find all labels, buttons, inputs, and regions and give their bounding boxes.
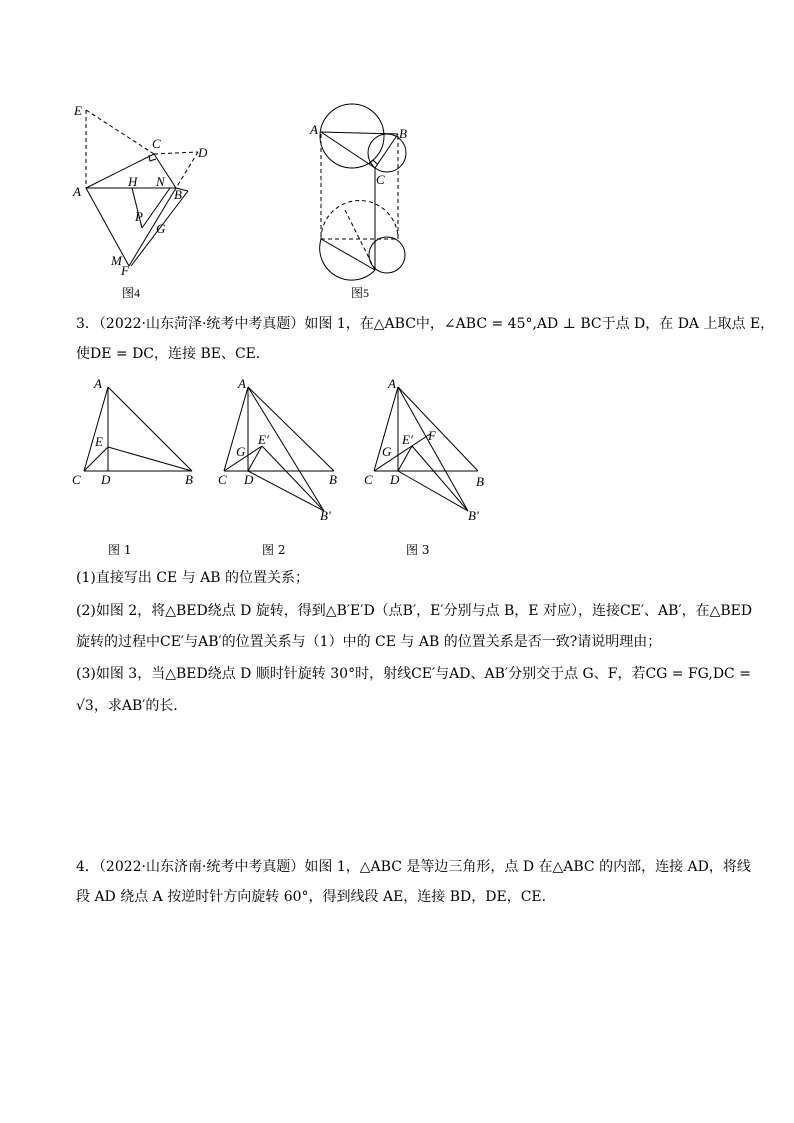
problem3-question1: (1)直接写出 CE 与 AB 的位置关系； — [76, 570, 309, 586]
segment-AB — [108, 387, 192, 471]
circle-small-lower — [369, 237, 405, 273]
segment-MB — [129, 188, 176, 266]
label-N: N — [156, 174, 165, 189]
dashed-EC — [86, 110, 154, 154]
problem3-question3-line2: √3，求AB′的长． — [76, 698, 188, 714]
label-C: C — [152, 136, 161, 151]
label-B: B — [174, 187, 182, 202]
problem3-figure-1 — [68, 374, 203, 494]
caption-p3-fig1: 图 1 — [108, 543, 132, 557]
segment-AC — [321, 132, 375, 168]
label-B: B — [185, 472, 193, 487]
segment-DB — [248, 471, 324, 511]
segment-AB — [248, 387, 334, 471]
segment-AM — [86, 188, 129, 266]
label-E: E — [95, 434, 103, 449]
label-B: B — [476, 474, 484, 489]
problem3-figure-3 — [360, 374, 500, 524]
label-A: A — [238, 376, 246, 391]
figure-4 — [70, 98, 220, 308]
label-G: G — [156, 221, 166, 236]
caption-p3-fig3: 图 3 — [406, 543, 430, 557]
label-D: D — [390, 472, 400, 487]
circle-upper — [320, 104, 384, 168]
label-A: A — [388, 376, 396, 391]
segment-AB — [321, 132, 398, 134]
label-E-prime: E′ — [402, 432, 413, 447]
problem3-question3-line1: (3)如图 3，当△BED绕点 D 顺时针旋转 30°时，射线CE′与AD、AB′分别交于点 G、F，若CG = FG,DC = — [76, 666, 751, 682]
label-E-prime: E′ — [258, 432, 269, 447]
dashed-CD — [154, 152, 198, 154]
figure-5 — [300, 98, 430, 308]
label-F: F — [121, 263, 129, 278]
label-G: G — [382, 444, 392, 459]
caption-fig5: 图5 — [351, 286, 370, 300]
label-C: C — [364, 472, 373, 487]
problem3-question2-line1: (2)如图 2，将△BED绕点 D 旋转，得到△B′E′D（点B′，E′分别与点 B，E 对应），连接CE′、AB′，在△BED — [76, 603, 753, 619]
label-C: C — [376, 172, 385, 187]
label-D: D — [198, 145, 208, 160]
label-M: M — [111, 253, 122, 268]
segment-DE — [248, 446, 262, 471]
label-F: F — [428, 428, 436, 443]
segment-EB — [412, 446, 468, 511]
label-G: G — [236, 444, 246, 459]
label-B: B — [399, 126, 407, 141]
label-H: H — [128, 174, 138, 189]
problem4-line1: 4．（2022·山东济南·统考中考真题）如图 1，△ABC 是等边三角形，点 D 在△ABC 的内部，连接 AD，将线 — [76, 859, 751, 875]
segment-DB — [398, 471, 468, 511]
label-B-prime: B′ — [468, 508, 479, 523]
problem3-figure-2 — [210, 374, 350, 524]
segment-AB-prime — [248, 387, 324, 511]
label-C: C — [72, 472, 81, 487]
label-P: P — [135, 209, 143, 224]
label-A: A — [310, 122, 318, 137]
label-B-prime: B′ — [320, 508, 331, 523]
segment-CB — [375, 134, 398, 168]
problem4-line2: 段 AD 绕点 A 按逆时针方向旋转 60°，得到线段 AE，连接 BD，DE，CE． — [76, 889, 556, 905]
problem3-line2: 使DE = DC，连接 BE、CE． — [76, 346, 270, 362]
label-A: A — [73, 184, 81, 199]
label-B: B — [329, 472, 337, 487]
caption-p3-fig2: 图 2 — [262, 543, 286, 557]
problem3-question2-line2: 旋转的过程中CE′与AB′的位置关系与（1）中的 CE 与 AB 的位置关系是否一致?请说明理由； — [76, 634, 662, 650]
label-A: A — [94, 376, 102, 391]
arc-lower-solid — [320, 239, 375, 280]
label-E: E — [74, 103, 82, 118]
caption-fig4: 图4 — [122, 286, 141, 300]
label-D: D — [244, 472, 254, 487]
segment-EB — [262, 446, 324, 511]
segment-AC — [86, 154, 154, 188]
segment-DE — [398, 446, 412, 471]
problem3-line1: 3．（2022·山东菏泽·统考中考真题）如图 1，在△ABC中，∠ABC = 45°,AD ⊥ BC于点 D，在 DA 上取点 E， — [76, 316, 775, 332]
label-D: D — [101, 472, 111, 487]
label-C: C — [218, 472, 227, 487]
arc-lower-dashed — [321, 201, 398, 240]
dashed-DB — [176, 152, 198, 188]
